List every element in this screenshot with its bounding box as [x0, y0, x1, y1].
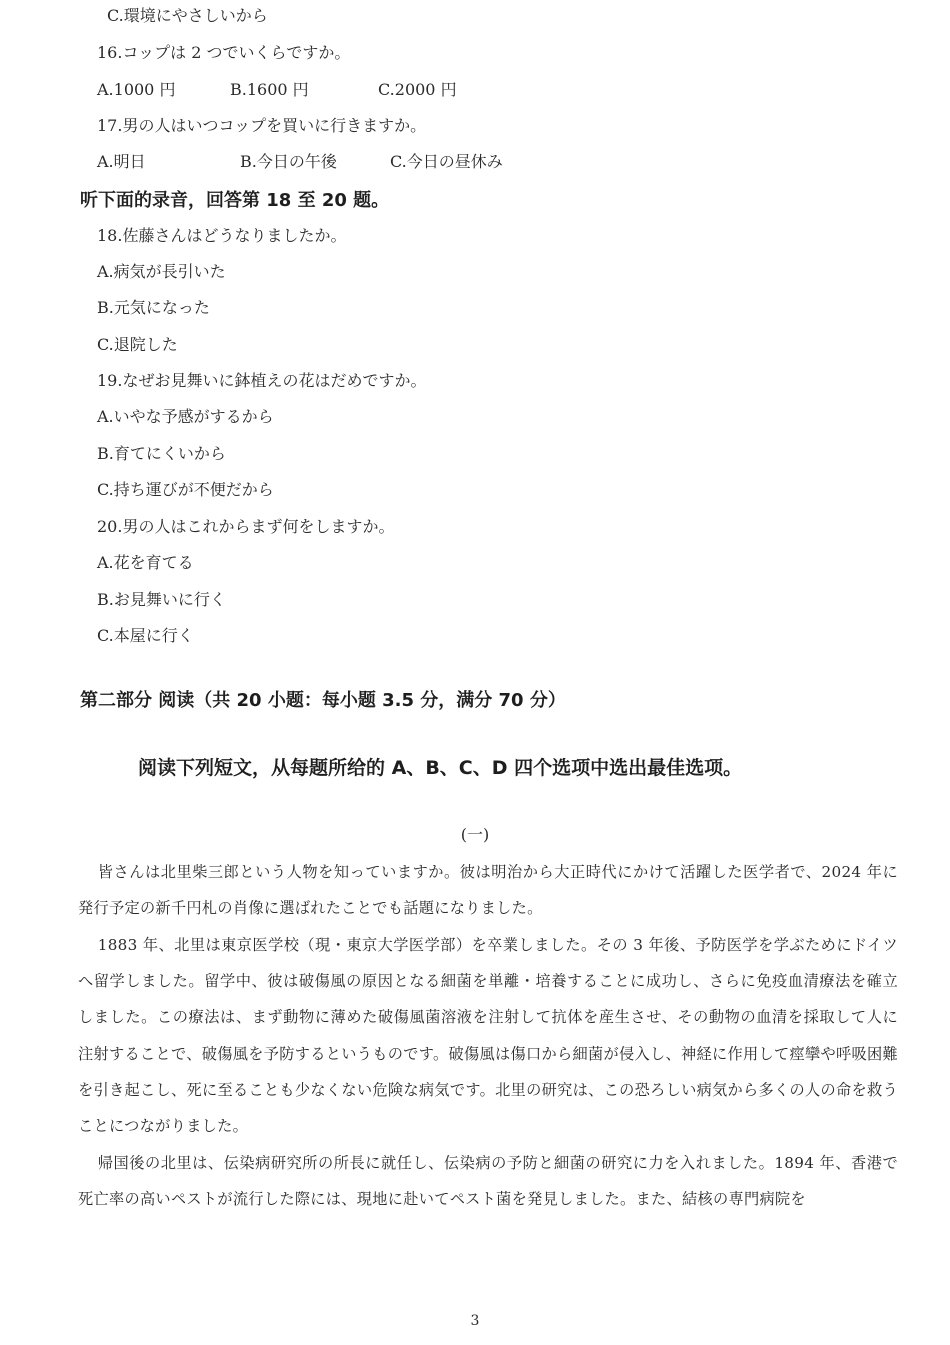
q16-question: 16.コップは 2 つでいくらですか。 — [97, 43, 351, 62]
q19-option-b: B.育てにくいから — [97, 444, 226, 463]
q18-option-b: B.元気になった — [97, 298, 210, 317]
q20-option-a: A.花を育てる — [97, 553, 194, 572]
q19-option-a: A.いやな予感がするから — [97, 407, 274, 426]
page-number: 3 — [470, 1313, 480, 1329]
q16-option-a: A.1000 円 — [97, 80, 176, 99]
q15-option-c: C.環境にやさしいから — [107, 6, 268, 25]
q17-option-a: A.明日 — [97, 152, 146, 171]
passage-number: (一) — [460, 825, 490, 844]
q20-option-c: C.本屋に行く — [97, 626, 194, 645]
q18-option-a: A.病気が長引いた — [97, 262, 226, 281]
q20-question: 20.男の人はこれからまず何をしますか。 — [97, 517, 395, 536]
q16-option-c: C.2000 円 — [378, 80, 457, 99]
reading-instruction: 阅读下列短文，从每题所给的 A、B、C、D 四个选项中选出最佳选项。 — [138, 757, 743, 779]
passage-paragraph-1: 皆さんは北里柴三郎という人物を知っていますか。彼は明治から大正時代にかけて活躍した医学者で、2024 年に発行予定の新千円札の肖像に選ばれたことでも話題になりました。 — [78, 863, 898, 918]
q20-option-b: B.お見舞いに行く — [97, 590, 226, 609]
q19-option-c: C.持ち運びが不便だから — [97, 480, 274, 499]
passage-paragraph-3: 帰国後の北里は、伝染病研究所の所長に就任し、伝染病の予防と細菌の研究に力を入れました。1894 年、香港で死亡率の高いペストが流行した際には、現地に赴いてペスト菌を発見しました。また、結核の専門病院を — [78, 1154, 898, 1209]
q17-question: 17.男の人はいつコップを買いに行きますか。 — [97, 116, 427, 135]
q17-option-b: B.今日の午後 — [240, 152, 337, 171]
q17-option-c: C.今日の昼休み — [390, 152, 503, 171]
reading-part-title: 第二部分 阅读（共 20 小题：每小题 3.5 分，满分 70 分） — [80, 690, 566, 711]
passage-paragraph-2: 1883 年、北里は東京医学校（現・東京大学医学部）を卒業しました。その 3 年後、予防医学を学ぶためにドイツへ留学しました。留学中、彼は破傷風の原因となる細菌を単離・培養することに成功し、さらに免疫血清療法を確立しました。この療法は、まず動物に薄めた破傷風菌溶液を注射して抗体を産生させ、その動物の血清を採取して人に注射することで、破傷風を予防するというものです。破傷風は傷口から細菌が侵入し、神経に作用して痙攣や呼吸困難を引き起こし、死に至ることも少なくない危険な病気です。北里の研究は、この恐ろしい病気から多くの人の命を救うことにつながりました。 — [78, 936, 898, 1136]
q18-option-c: C.退院した — [97, 335, 178, 354]
q16-option-b: B.1600 円 — [230, 80, 309, 99]
q18-question: 18.佐藤さんはどうなりましたか。 — [97, 226, 347, 245]
instruction-18-20: 听下面的录音，回答第 18 至 20 题。 — [80, 190, 390, 211]
q19-question: 19.なぜお見舞いに鉢植えの花はだめですか。 — [97, 371, 427, 390]
